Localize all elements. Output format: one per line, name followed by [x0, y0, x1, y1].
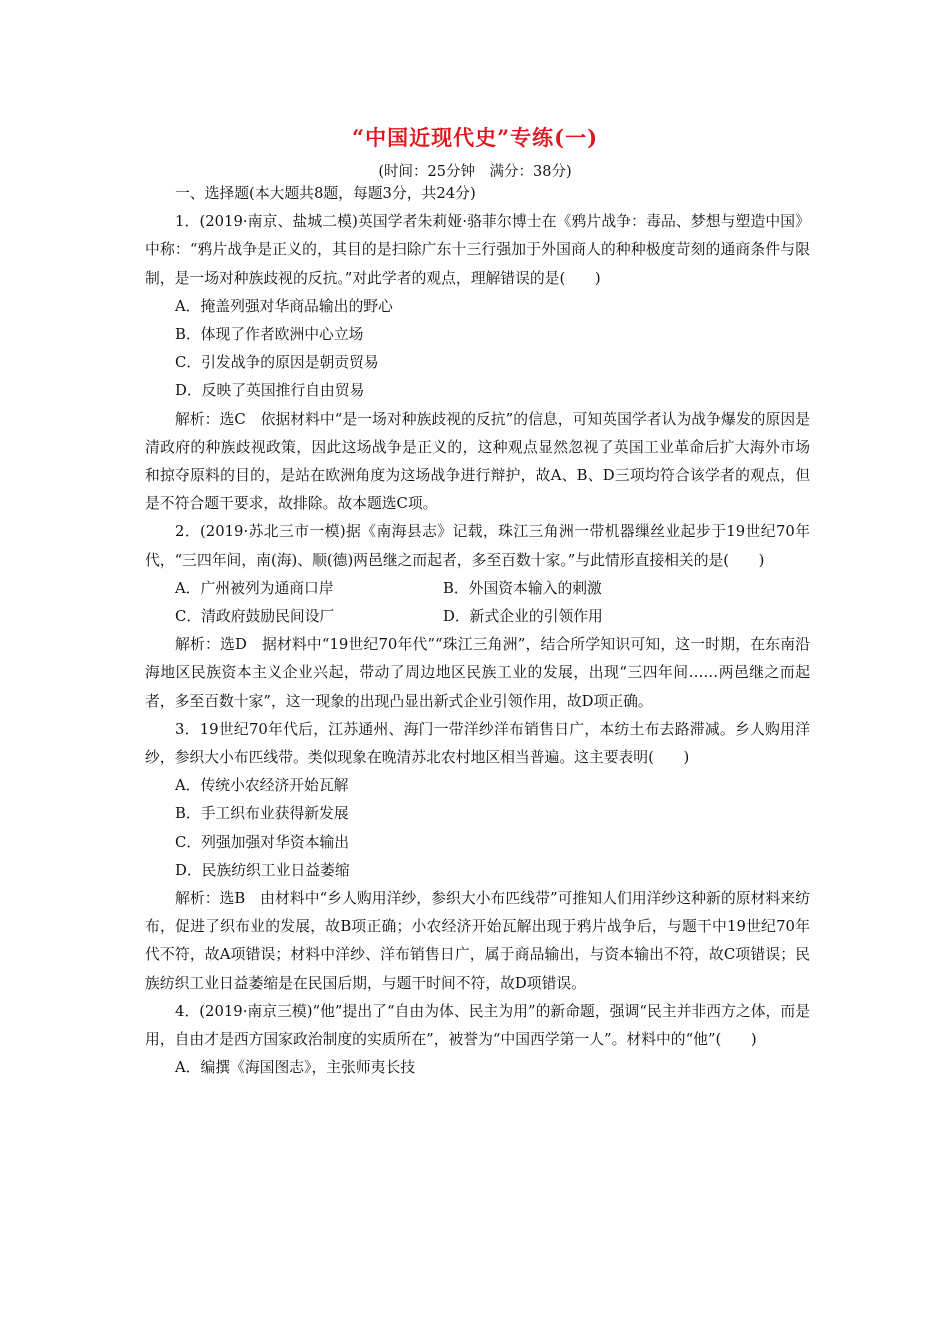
question-1-analysis: 解析：选C 依据材料中“是一场对种族歧视的反抗”的信息，可知英国学者认为战争爆发的原因是清政府的种族歧视政策，因此这场战争是正义的，这种观点显然忽视了英国工业革命后扩大海外市场和掠夺原料的目的，是站在欧洲角度为这场战争进行辩护，故A、B、D三项均符合该学者的观点，但是不符合题干要求，故排除。故本题选C项。 [145, 410, 810, 513]
exam-info: (时间：25分钟 满分：38分) [378, 164, 572, 180]
question-2-options-row-2 [145, 603, 810, 631]
question-2-options-row-1 [145, 575, 810, 603]
section-header: 一、选择题(本大题共8题，每题3分，共24分) [175, 185, 476, 202]
question-4-option-a: A．编撰《海国图志》，主张师夷长技 [175, 1059, 416, 1077]
question-1-option-c: C．引发战争的原因是朝贡贸易 [175, 354, 379, 372]
question-3-option-b: B．手工织布业获得新发展 [175, 805, 349, 823]
question-1-stem: 1．(2019·南京、盐城二模)英国学者朱莉娅·骆菲尔博士在《鸦片战争：毒品、梦想与塑造中国》中称：“鸦片战争是正义的，其目的是扫除广东十三行强加于外国商人的种种极度苛刻的通商条件与限制，是一场对种族歧视的反抗。”对此学者的观点，理解错误的是( ) [145, 213, 810, 287]
question-1-option-d: D．反映了英国推行自由贸易 [175, 382, 365, 400]
question-2-analysis: 解析：选D 据材料中“19世纪70年代”“珠江三角洲”，结合所学知识可知，这一时期，在东南沿海地区民族资本主义企业兴起，带动了周边地区民族工业的发展，出现“三四年间……两邑继之而起者，多至百数十家”，这一现象的出现凸显出新式企业引领作用，故D项正确。 [145, 636, 810, 710]
question-3-option-c: C．列强加强对华资本输出 [175, 833, 350, 851]
document-body [145, 180, 810, 1083]
question-1-option-a: A．掩盖列强对华商品输出的野心 [175, 297, 393, 315]
question-3-stem: 3．19世纪70年代后，江苏通州、海门一带洋纱洋布销售日广，本纺土布去路滞减。乡人购用洋纱，参织大小布匹线带。类似现象在晚清苏北农村地区相当普遍。这主要表明( ) [145, 720, 810, 767]
question-3-option-a: A．传统小农经济开始瓦解 [175, 777, 349, 795]
question-2-option-c: C．清政府鼓励民间设厂 [175, 608, 335, 626]
question-2-option-a: A．广州被列为通商口岸 [175, 579, 334, 597]
question-2-option-b: B．外国资本输入的刺激 [443, 579, 602, 597]
question-4-stem: 4．(2019·南京三模)“他”提出了“自由为体、民主为用”的新命题，强调“民主并非西方之体，而是用，自由才是西方国家政治制度的实质所在”，被誉为“中国西学第一人”。材料中的“他”( ) [145, 1002, 810, 1049]
question-3-analysis: 解析：选B 由材料中“乡人购用洋纱，参织大小布匹线带”可推知人们用洋纱这种新的原材料来纺布，促进了织布业的发展，故B项正确；小农经济开始瓦解出现于鸦片战争后，与题干中19世纪70年代不符，故A项错误；材料中洋纱、洋布销售日广，属于商品输出，与资本输出不符，故C项错误；民族纺织工业日益萎缩是在民国后期，与题干时间不符，故D项错误。 [145, 890, 810, 992]
question-3-option-d: D．民族纺织工业日益萎缩 [175, 861, 350, 879]
question-2-option-d: D．新式企业的引领作用 [443, 608, 603, 626]
question-1-option-b: B．体现了作者欧洲中心立场 [175, 326, 364, 344]
page-title: “中国近现代史”专练(一) [351, 125, 599, 150]
question-2-stem: 2．(2019·苏北三市一模)据《南海县志》记载，珠江三角洲一带机器缫丝业起步于19世纪70年代，“三四年间，南(海)、顺(德)两邑继之而起者，多至百数十家。”与此情形直接相关的是( ) [145, 523, 810, 569]
